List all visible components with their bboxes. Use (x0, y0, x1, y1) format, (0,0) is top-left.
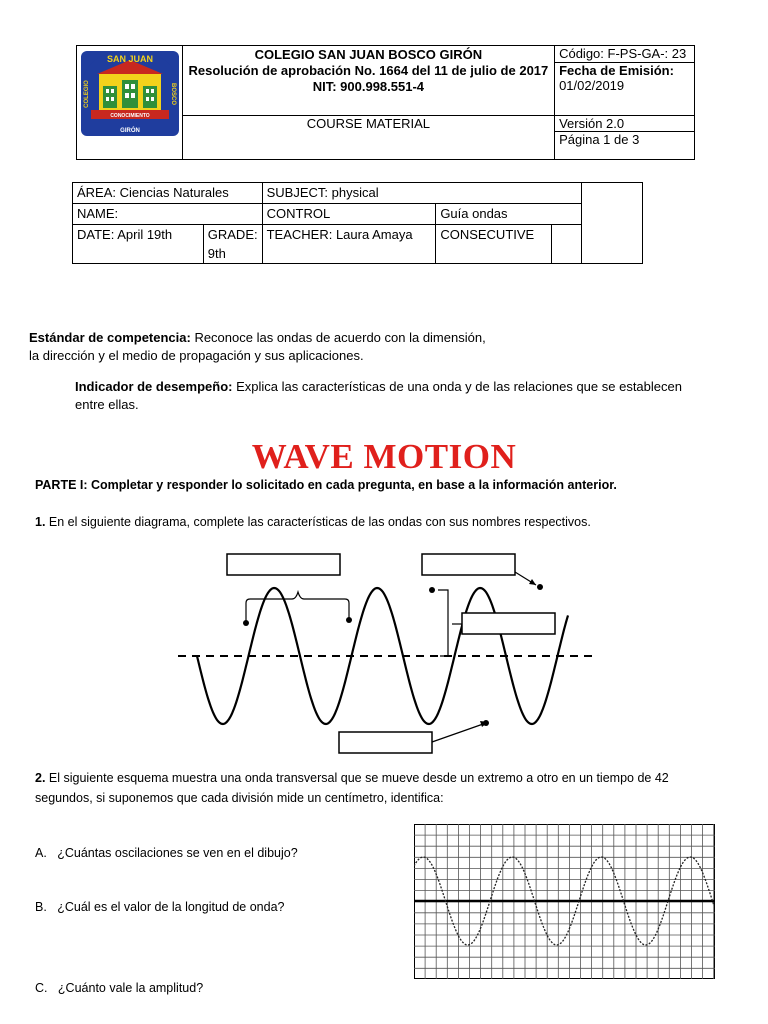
school-logo (77, 46, 181, 156)
page-title: WAVE MOTION (251, 437, 517, 476)
grid-wave-diagram (414, 824, 716, 980)
question-2-text-2: segundos, si suponemos que cada división mide un centímetro, identifica: (35, 791, 444, 805)
resolution-text: Resolución de aprobación No. 1664 del 11 de julio de 2017 (188, 63, 549, 78)
consecutive-cell: CONSECUTIVE (436, 225, 552, 264)
fecha-label: Fecha de Emisión: (559, 63, 674, 78)
sub-question-b-letter: B. (35, 900, 47, 914)
label-box-amplitude[interactable] (462, 613, 555, 634)
point-trough (483, 720, 489, 726)
estandar-text-1: Reconoce las ondas de acuerdo con la dimensión, (190, 330, 486, 345)
question-1-text: En el siguiente diagrama, complete las características de las ondas con sus nombres respectivos. (45, 515, 591, 529)
sub-question-a-text: ¿Cuántas oscilaciones se ven en el dibujo? (57, 846, 298, 860)
blank-side-cell (581, 183, 642, 264)
subject-cell: SUBJECT: physical (262, 183, 581, 204)
school-info-cell (182, 46, 554, 116)
version-text: Versión 2.0 (555, 116, 694, 132)
trough-arrow (432, 723, 486, 742)
wave-diagram (170, 545, 610, 760)
student-info-table (72, 182, 643, 264)
question-2-number: 2. (35, 771, 46, 785)
control-cell: CONTROL (262, 204, 436, 225)
estandar-label: Estándar de competencia: (29, 330, 191, 345)
grade-cell: GRADE: 9th (203, 225, 262, 264)
indicador-text-2: entre ellas. (75, 397, 139, 412)
sub-question-c-letter: C. (35, 981, 48, 995)
logo-right-text: BOSCO (170, 82, 176, 106)
fecha-value: 01/02/2019 (559, 78, 625, 93)
question-2-text-1: El siguiente esquema muestra una onda transversal que se mueve desde un extremo a otro en un tiempo de 42 (45, 771, 669, 785)
logo-banner-text: CONOCIMIENTO (110, 113, 150, 119)
guia-cell: Guía ondas (436, 204, 582, 225)
teacher-cell: TEACHER: Laura Amaya (262, 225, 436, 264)
sub-question-c-text: ¿Cuánto vale la amplitud? (57, 981, 204, 995)
sub-question-b (35, 898, 284, 916)
indicador-label: Indicador de desempeño: (75, 379, 233, 394)
code-text: Código: F-PS-GA-: 23 (555, 46, 694, 63)
code-cell (555, 46, 695, 116)
indicador-block (75, 378, 755, 414)
nit-text: NIT: 900.998.551-4 (312, 79, 425, 94)
question-2 (35, 768, 757, 808)
estandar-block (29, 329, 729, 365)
point-crest (429, 587, 435, 593)
school-name: COLEGIO SAN JUAN BOSCO GIRÓN (254, 47, 483, 62)
sub-question-b-text: ¿Cuál es el valor de la longitud de onda? (57, 900, 285, 914)
consecutive-value-cell (552, 225, 581, 264)
logo-left-text: COLEGIO (84, 80, 90, 108)
course-material-label: COURSE MATERIAL (306, 116, 431, 131)
name-cell: NAME: (73, 204, 263, 225)
course-material-cell (182, 116, 554, 160)
date-cell: DATE: April 19th (73, 225, 204, 264)
logo-bottom-text: GIRÓN (120, 128, 140, 134)
point-wavelength-end (346, 617, 352, 623)
indicador-text-1: Explica las características de una onda y de las relaciones que se establecen (232, 379, 682, 394)
sub-question-a (35, 844, 298, 862)
question-1-number: 1. (35, 515, 46, 529)
point-wavelength-start (243, 620, 249, 626)
label-box-trough[interactable] (339, 732, 432, 753)
document-header-table (76, 45, 695, 160)
question-1 (35, 513, 755, 531)
label-box-crest[interactable] (422, 554, 515, 575)
amplitude-bracket (438, 590, 448, 656)
sub-question-c (35, 979, 203, 997)
parte-heading: PARTE I: Completar y responder lo solicitado en cada pregunta, en base a la información anterior. (35, 478, 617, 492)
page-text: Página 1 de 3 (559, 132, 640, 147)
area-cell: ÁREA: Ciencias Naturales (73, 183, 263, 204)
sub-question-a-letter: A. (35, 846, 47, 860)
point-crest-2 (537, 584, 543, 590)
label-box-wavelength[interactable] (227, 554, 340, 575)
logo-top-text: SAN JUAN (106, 54, 154, 64)
estandar-text-2: la dirección y el medio de propagación y sus aplicaciones. (29, 348, 364, 363)
logo-cell (77, 46, 183, 160)
version-cell (555, 116, 695, 160)
